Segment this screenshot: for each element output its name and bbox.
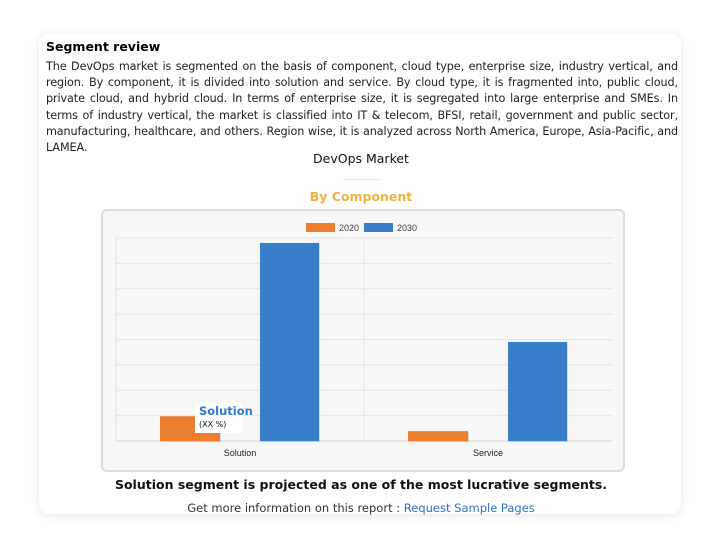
more-info-line [0, 501, 722, 515]
legend-swatch [364, 223, 393, 232]
bar [408, 431, 468, 441]
market-title: DevOps Market [313, 151, 409, 166]
bar [508, 342, 567, 441]
tooltip-title: Solution [199, 404, 253, 418]
legend-label: 2020 [339, 223, 360, 233]
conclusion-text: Solution segment is projected as one of the most lucrative segments. [114, 477, 608, 492]
legend-label: 2030 [397, 223, 418, 233]
section-heading: Segment review [46, 39, 161, 54]
chart-tooltip [195, 403, 253, 433]
tooltip-value: (XX %) [199, 420, 227, 429]
section-paragraph: The DevOps market is segmented on the basis of component, cloud type, enterprise size, industry vertical, and region. By component, it is divided into solution and service. By cloud type, it is fragmented into, public cloud, private cloud, and hybrid cloud. In terms of enterprise size, it is segregated into large enterprise and SMEs. In terms of industry vertical, the market is classified into IT & telecom, BFSI, retail, government and public sector, manufacturing, healthcare, and others. Region wise, it is analyzed across North America, Europe, Asia-Pacific, and LAMEA. [46, 60, 678, 155]
legend-swatch [306, 223, 335, 232]
request-sample-link[interactable]: Request Sample Pages [403, 501, 535, 515]
more-info-prefix: Get more information on this report : [187, 501, 404, 515]
chart-subtitle: By Component [309, 189, 413, 204]
x-tick-label: Service [472, 448, 504, 458]
x-tick-label: Solution [223, 448, 257, 458]
bar [260, 243, 319, 441]
